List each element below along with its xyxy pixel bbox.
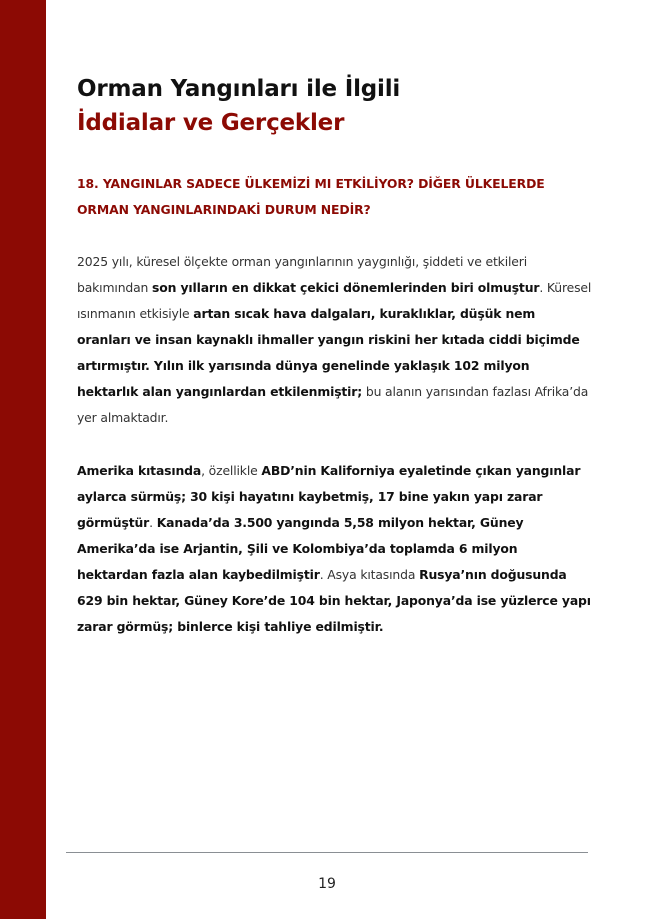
body-text: 2025 yılı, küresel ölçekte orman yangınlarının yaygınlığı, şiddeti ve etkileri bakımından: [77, 254, 528, 295]
question-heading: 18. YANGINLAR SADECE ÜLKEMİZİ MI ETKİLİYOR? DİĞER ÜLKELERDE ORMAN YANGINLARINDAKİ DURUM NEDİR?: [77, 176, 545, 217]
page-number: 19: [318, 876, 336, 892]
side-accent-bar: [0, 0, 46, 919]
emphasis-text: Rusya’nın doğusunda 629 bin hektar, Güney Kore’de 104 bin hektar, Japonya’da ise yüzlerce yapı zarar görmüş; binlerce kişi tahliye edilmiştir.: [77, 567, 591, 634]
emphasis-text: ABD’nin Kaliforniya eyaletinde çıkan yangınlar aylarca sürmüş; 30 kişi hayatını kaybetmiş, 17 bine yakın yapı zarar görmüştür: [77, 463, 581, 530]
emphasis-text: son yılların en dikkat çekici dönemlerinden biri olmuştur: [152, 280, 540, 295]
body-text: . Küresel ısınmanın etkisiyle: [77, 280, 592, 321]
emphasis-text: Amerika kıtasında: [77, 463, 202, 478]
body-text: .: [149, 515, 157, 530]
emphasis-text: Kanada’da 3.500 yangında 5,58 milyon hektar, Güney Amerika’da ise Arjantin, Şili ve Kolombiya’da toplamda 6 milyon hektardan fazla alan kaybedilmiştir: [77, 515, 524, 582]
page-title: [77, 72, 400, 140]
body-text: . Asya kıtasında: [319, 567, 420, 582]
title-line-2: İddialar ve Gerçekler: [77, 110, 345, 136]
emphasis-text: artan sıcak hava dalgaları, kuraklıklar, düşük nem oranları ve insan kaynaklı ihmaller yangın riskini her kıtada ciddi biçimde artırmıştır. Yılın ilk yarısında dünya genelinde yaklaşık 102 milyon hektarlık alan yangınlardan etkilenmiştir;: [77, 306, 580, 399]
body-text: bu alanın yarısından fazlası Afrika’da yer almaktadır.: [77, 384, 589, 425]
body-text: , özellikle: [201, 463, 262, 478]
paragraph-2: [77, 458, 592, 640]
title-line-1: Orman Yangınları ile İlgili: [77, 76, 401, 102]
footer-divider: [66, 852, 588, 853]
paragraph-1: [77, 249, 592, 431]
